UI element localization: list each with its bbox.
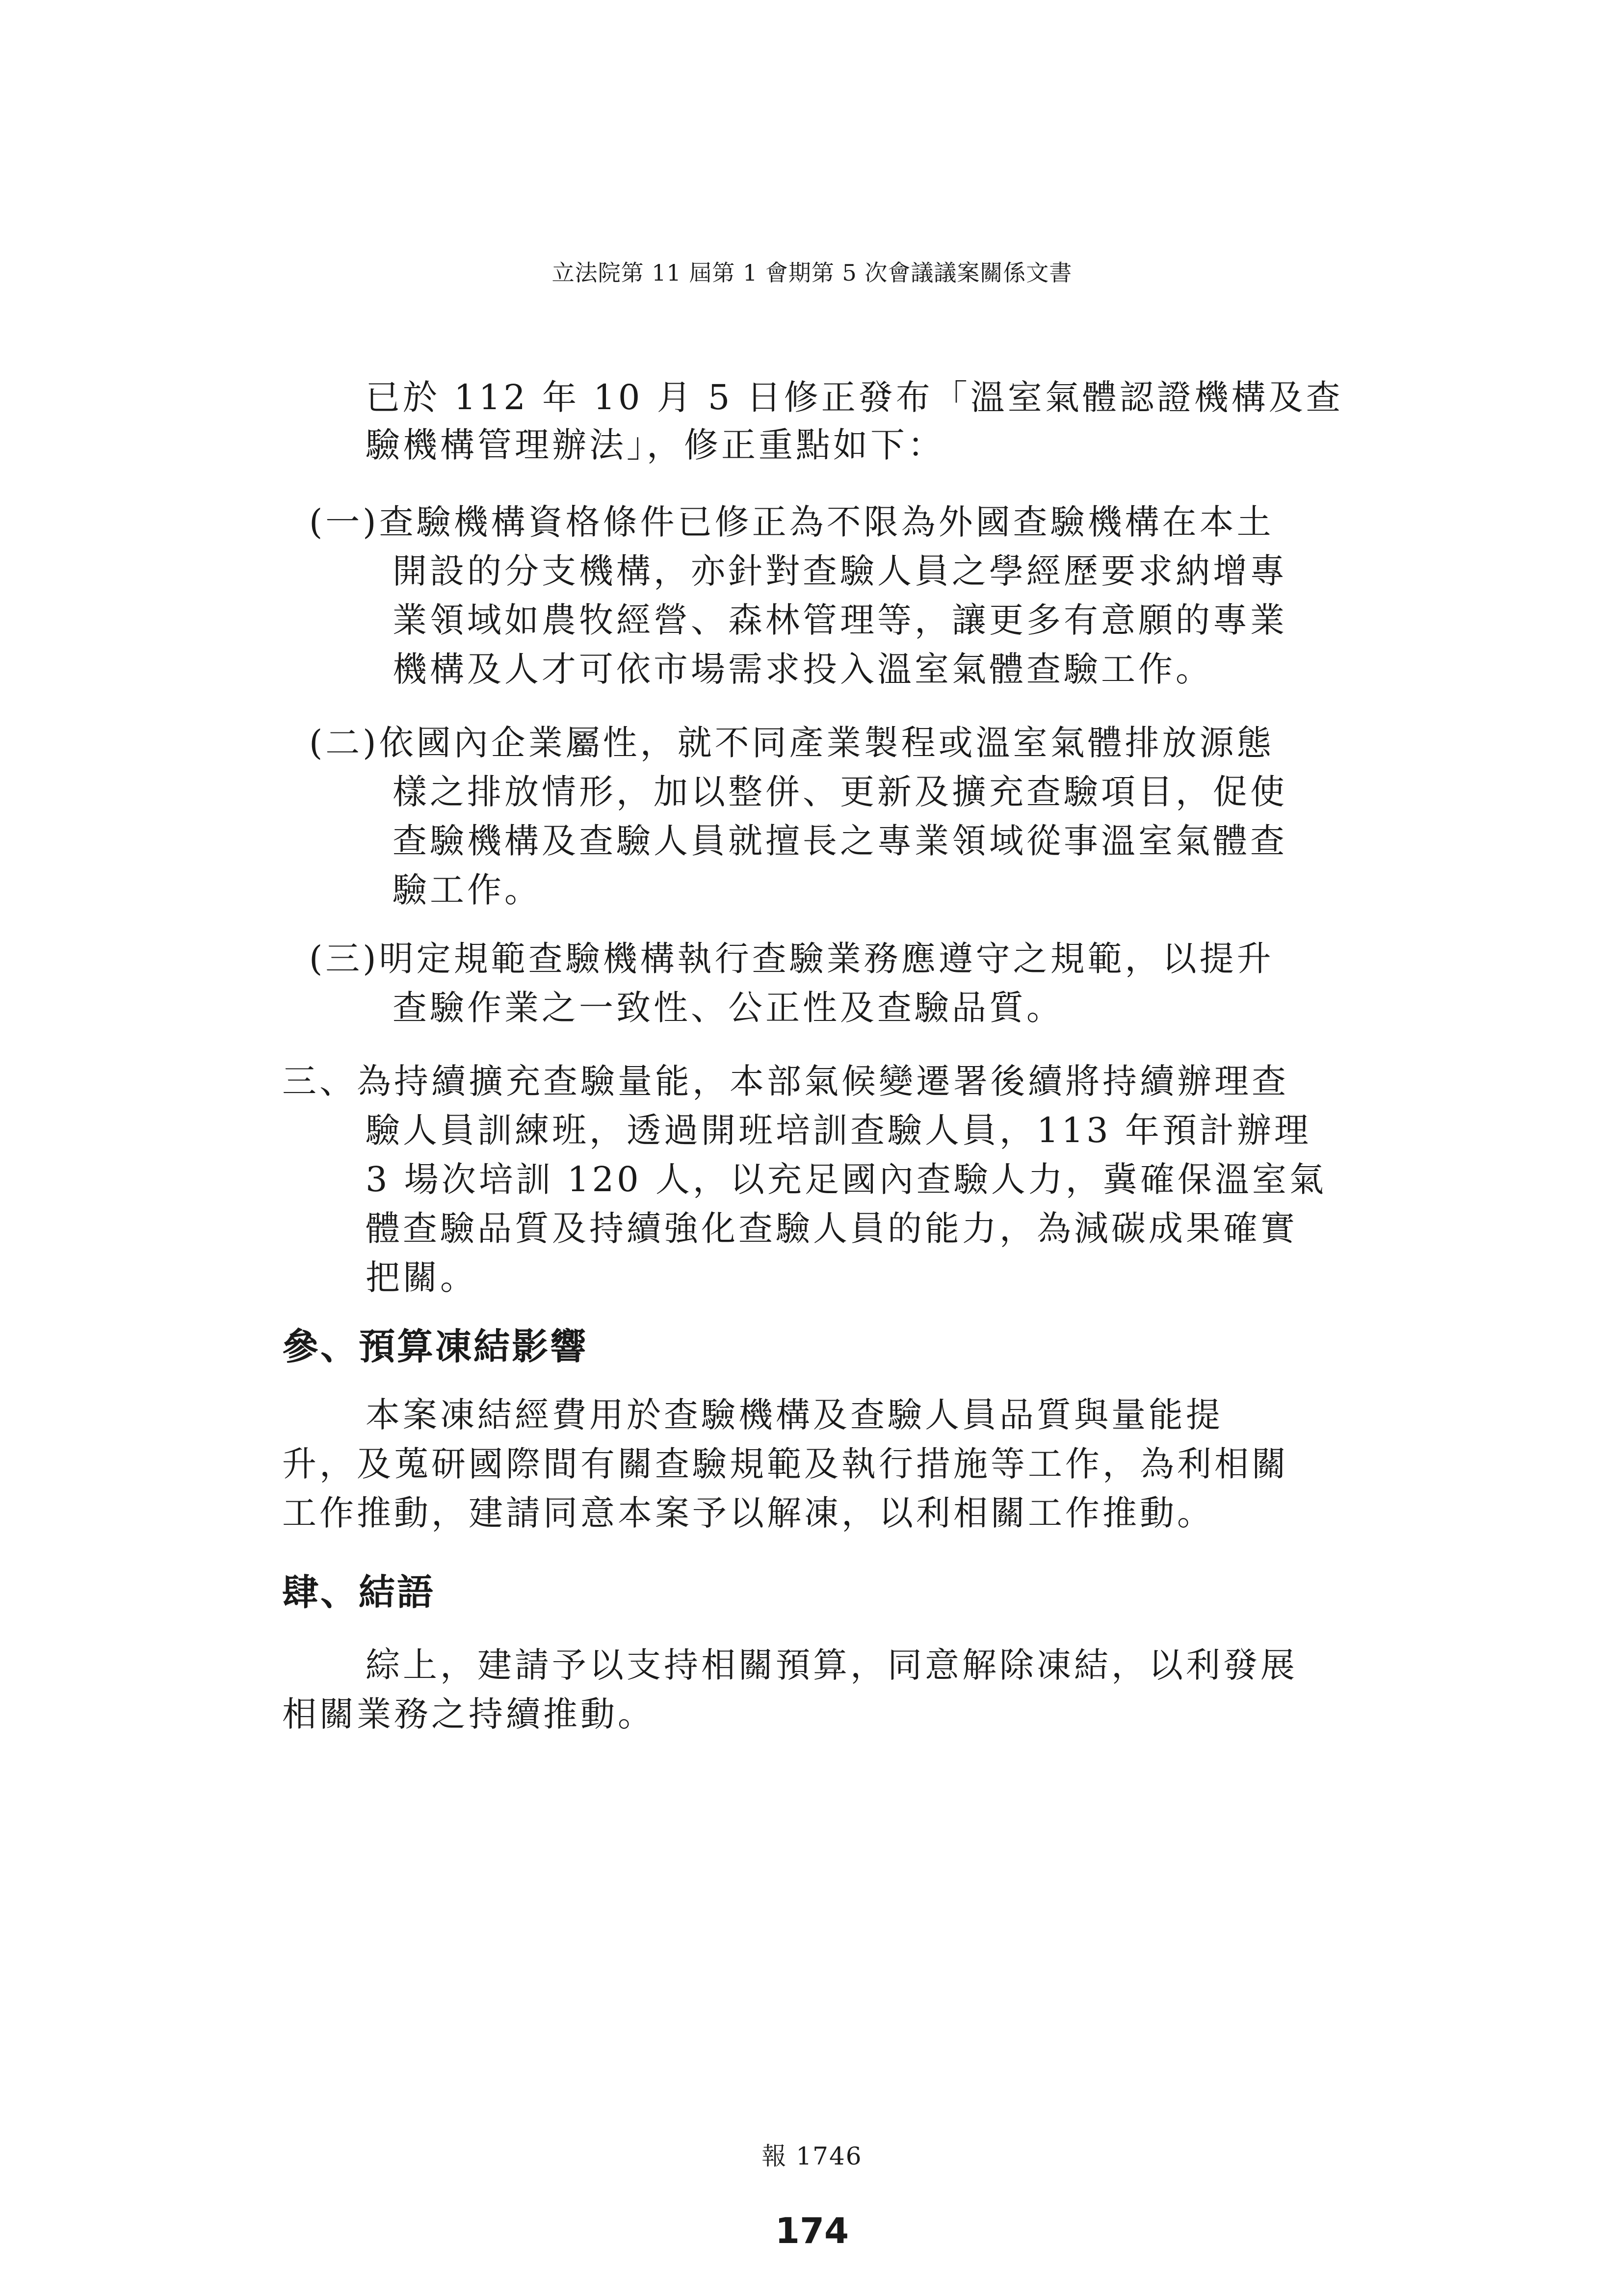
section-three-line: 3 場次培訓 120 人，以充足國內查驗人力，冀確保溫室氣 — [366, 1159, 1327, 1200]
item-one-line: 機構及人才可依市場需求投入溫室氣體查驗工作。 — [393, 649, 1213, 689]
section-three-line: 三、為持續擴充查驗量能，本部氣候變遷署後續將持續辦理查 — [282, 1061, 1289, 1101]
item-one-line: (一)查驗機構資格條件已修正為不限為外國查驗機構在本土 — [309, 502, 1274, 542]
section-three-line: 體查驗品質及持續強化查驗人員的能力，為減碳成果確實 — [366, 1208, 1298, 1249]
section-heading-budget: 參、預算凍結影響 — [282, 1326, 588, 1368]
item-two-line: 查驗機構及查驗人員就擅長之專業領域從事溫室氣體查 — [393, 821, 1287, 861]
item-one-line: 開設的分支機構，亦針對查驗人員之學經歷要求納增專 — [393, 551, 1287, 591]
conclusion-paragraph-line: 綜上，建請予以支持相關預算，同意解除凍結，以利發展 — [366, 1645, 1298, 1685]
intro-line: 已於 112 年 10 月 5 日修正發布「溫室氣體認證機構及查 — [366, 377, 1343, 417]
conclusion-paragraph-line: 相關業務之持續推動。 — [282, 1694, 655, 1734]
item-three-line: (三)明定規範查驗機構執行查驗業務應遵守之規範，以提升 — [309, 939, 1274, 979]
item-three-line: 查驗作業之一致性、公正性及查驗品質。 — [393, 988, 1064, 1028]
intro-line: 驗機構管理辦法」，修正重點如下： — [366, 425, 945, 465]
item-one-line: 業領域如農牧經營、森林管理等，讓更多有意願的專業 — [393, 600, 1287, 640]
item-two-line: 驗工作。 — [393, 870, 542, 910]
budget-paragraph-line: 工作推動，建請同意本案予以解凍，以利相關工作推動。 — [282, 1493, 1214, 1533]
section-three-line: 把關。 — [366, 1257, 477, 1298]
budget-paragraph-line: 升，及蒐研國際間有關查驗規範及執行措施等工作，為利相關 — [282, 1444, 1289, 1484]
section-heading-conclusion: 肆、結語 — [282, 1571, 435, 1614]
section-three-line: 驗人員訓練班，透過開班培訓查驗人員，113 年預計辦理 — [366, 1110, 1311, 1150]
page-number: 174 — [775, 2210, 849, 2251]
item-two-line: (二)依國內企業屬性，就不同產業製程或溫室氣體排放源態 — [309, 723, 1274, 763]
report-number: 報 1746 — [761, 2142, 863, 2170]
item-two-line: 樣之排放情形，加以整併、更新及擴充查驗項目，促使 — [393, 772, 1287, 812]
budget-paragraph-line: 本案凍結經費用於查驗機構及查驗人員品質與量能提 — [366, 1395, 1223, 1435]
running-header: 立法院第 11 屆第 1 會期第 5 次會議議案關係文書 — [551, 260, 1073, 286]
